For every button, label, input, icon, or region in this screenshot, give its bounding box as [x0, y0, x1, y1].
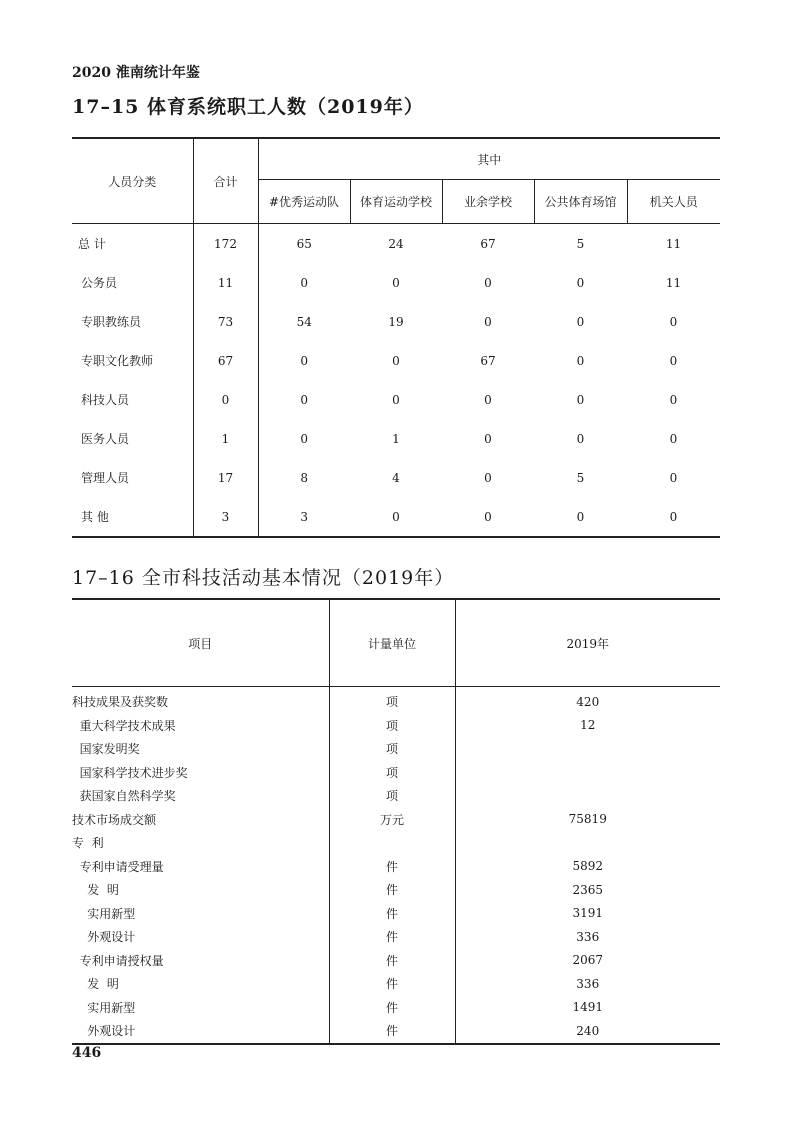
- cell-value: 336: [576, 929, 600, 944]
- table-row: [72, 784, 720, 808]
- cell-unit: 件: [329, 949, 455, 973]
- table-row: [72, 996, 720, 1020]
- cell-value: 19: [388, 314, 404, 329]
- table-row: [72, 224, 720, 264]
- cell-value: 0: [576, 275, 585, 290]
- row-label: 科技成果及获奖数: [72, 695, 169, 710]
- table-row: [72, 687, 720, 714]
- cell-value: 0: [576, 314, 585, 329]
- cell-value: 4: [392, 470, 400, 485]
- cell-unit: 项: [329, 784, 455, 808]
- row-label: 实用新型: [72, 906, 136, 921]
- cell-value: [455, 761, 720, 785]
- row-total: 1: [193, 419, 258, 458]
- row-total: 0: [193, 380, 258, 419]
- table-row: [72, 808, 720, 832]
- column-header-item: 项目: [72, 599, 329, 687]
- cell-unit: 件: [329, 878, 455, 902]
- cell-value: 2365: [572, 882, 604, 897]
- column-header-total: 合计: [193, 138, 258, 224]
- cell-value: 0: [669, 314, 678, 329]
- cell-value: 2067: [572, 953, 604, 968]
- table-title-sci-tech: 17–16 全市科技活动基本情况（2019年）: [72, 567, 455, 589]
- row-label: 科技人员: [81, 393, 130, 407]
- cell-value: [455, 784, 720, 808]
- cell-value: 3191: [572, 906, 604, 921]
- cell-value: 0: [484, 392, 492, 407]
- cell-value: 75819: [568, 812, 607, 827]
- column-header-sub: 业余学校: [442, 180, 534, 224]
- cell-value: 0: [300, 275, 309, 290]
- row-label: 发 明: [72, 883, 119, 898]
- cell-value: 3: [300, 509, 309, 524]
- cell-unit: 项: [329, 714, 455, 738]
- cell-value: 0: [576, 353, 585, 368]
- cell-value: 0: [484, 314, 492, 329]
- column-header-sub: 体育运动学校: [350, 180, 442, 224]
- row-total: 67: [193, 341, 258, 380]
- row-label: 国家发明奖: [72, 742, 140, 757]
- table-row: [72, 1019, 720, 1044]
- sci-tech-table: [72, 598, 720, 1045]
- cell-value: 0: [300, 353, 309, 368]
- table-row: [72, 878, 720, 902]
- running-head: 2020 淮南统计年鉴: [72, 65, 200, 81]
- row-total: 17: [193, 458, 258, 497]
- table-row: [72, 458, 720, 497]
- table-row: [72, 925, 720, 949]
- cell-value: 12: [580, 718, 596, 733]
- cell-value: 0: [392, 392, 400, 407]
- cell-unit: 项: [329, 737, 455, 761]
- cell-value: 240: [576, 1023, 600, 1038]
- cell-value: 0: [300, 392, 309, 407]
- cell-value: 0: [392, 353, 400, 368]
- row-total: 3: [193, 497, 258, 537]
- column-header-sub: #优秀运动队: [258, 180, 350, 224]
- row-label: 技术市场成交额: [72, 812, 157, 827]
- table-row: [72, 380, 720, 419]
- table-row: [72, 302, 720, 341]
- column-group-header: 其中: [258, 138, 720, 180]
- table-row: [72, 341, 720, 380]
- table-title-sports-staff: 17–15 体育系统职工人数（2019年）: [72, 96, 424, 118]
- cell-value: 65: [296, 236, 312, 251]
- cell-value: 0: [484, 470, 492, 485]
- table-row: [72, 263, 720, 302]
- row-label: 实用新型: [72, 1000, 136, 1015]
- sports-staff-table: [72, 137, 720, 538]
- cell-value: 54: [296, 314, 312, 329]
- column-header-unit: 计量单位: [329, 599, 455, 687]
- row-label: 管理人员: [81, 471, 130, 485]
- cell-value: 0: [669, 509, 678, 524]
- cell-unit: 项: [329, 687, 455, 714]
- cell-value: [455, 737, 720, 761]
- row-label: 公务员: [81, 276, 118, 290]
- cell-value: 67: [480, 236, 496, 251]
- row-total: 73: [193, 302, 258, 341]
- table-row: [72, 831, 720, 855]
- cell-value: 336: [576, 976, 600, 991]
- cell-value: 0: [669, 470, 678, 485]
- row-label: 总 计: [78, 237, 106, 251]
- column-header-sub: 公共体育场馆: [534, 180, 627, 224]
- cell-value: 0: [484, 509, 492, 524]
- row-label: 获国家自然科学奖: [72, 789, 176, 804]
- table-row: [72, 902, 720, 926]
- row-label: 重大科学技术成果: [72, 718, 176, 733]
- cell-unit: 万元: [329, 808, 455, 832]
- cell-value: 0: [392, 509, 400, 524]
- table-row: [72, 949, 720, 973]
- cell-value: 5: [576, 236, 585, 251]
- table-row: [72, 855, 720, 879]
- cell-value: 0: [576, 431, 585, 446]
- column-header-sub: 机关人员: [627, 180, 720, 224]
- page-number: 446: [72, 1045, 102, 1061]
- cell-value: 8: [300, 470, 309, 485]
- table-row: [72, 761, 720, 785]
- cell-unit: 件: [329, 855, 455, 879]
- row-label: 其 他: [81, 510, 109, 524]
- cell-value: 0: [669, 431, 678, 446]
- cell-value: 11: [665, 275, 682, 290]
- cell-value: 5892: [572, 859, 604, 874]
- row-label: 专 利: [72, 836, 104, 851]
- cell-value: 0: [576, 392, 585, 407]
- row-label: 医务人员: [81, 432, 130, 446]
- row-label: 外观设计: [72, 1024, 136, 1039]
- cell-value: 0: [669, 353, 678, 368]
- cell-value: 0: [484, 275, 492, 290]
- cell-unit: 件: [329, 902, 455, 926]
- cell-value: 0: [576, 509, 585, 524]
- table-row: [72, 419, 720, 458]
- table-row: [72, 737, 720, 761]
- cell-unit: 件: [329, 996, 455, 1020]
- table-row: [72, 972, 720, 996]
- row-label: 专利申请受理量: [72, 859, 164, 874]
- cell-unit: 件: [329, 925, 455, 949]
- cell-value: [455, 831, 720, 855]
- cell-value: 11: [665, 236, 682, 251]
- cell-unit: 件: [329, 1019, 455, 1044]
- cell-value: 420: [576, 694, 600, 709]
- cell-value: 0: [669, 392, 678, 407]
- cell-unit: 项: [329, 761, 455, 785]
- cell-unit: [329, 831, 455, 855]
- cell-value: 1: [392, 431, 400, 446]
- cell-value: 1491: [572, 1000, 604, 1015]
- table-row: [72, 497, 720, 537]
- cell-value: 0: [392, 275, 400, 290]
- column-header-category: 人员分类: [72, 138, 193, 224]
- cell-value: 5: [576, 470, 585, 485]
- row-label: 发 明: [72, 977, 119, 992]
- row-label: 国家科学技术进步奖: [72, 765, 188, 780]
- table-row: [72, 714, 720, 738]
- cell-unit: 件: [329, 972, 455, 996]
- row-label: 外观设计: [72, 930, 136, 945]
- column-header-year: 2019年: [455, 599, 720, 687]
- cell-value: 0: [484, 431, 492, 446]
- row-label: 专职文化教师: [81, 354, 154, 368]
- row-label: 专职教练员: [81, 315, 142, 329]
- cell-value: 67: [480, 353, 496, 368]
- cell-value: 0: [300, 431, 309, 446]
- row-total: 172: [193, 224, 258, 264]
- row-total: 11: [193, 263, 258, 302]
- row-label: 专利申请授权量: [72, 953, 164, 968]
- cell-value: 24: [388, 236, 404, 251]
